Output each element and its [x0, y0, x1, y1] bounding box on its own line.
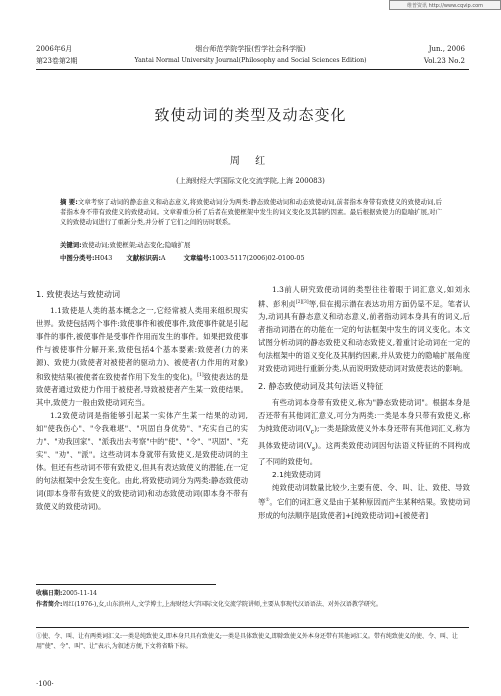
paragraph-1-3: 1.3前人研究致使动词的类型往往着眼于词汇意义,如刘永耕、彭利贞[2][3]等,但在揭示潜在表达功用方面仍显不足。笔者认为,动词具有静态意义和动态意义,前者指动词本身具有的词义,后者指动词潜在的功能在一定的句法框架中发生的词义变化。本文试图分析动词的静态致使义和动态致使义,着重讨论动词在一定的句法框架中的语义变化及其制约因素,并从致使力的隐喻扩展角度对致使动词进行重新分类,从而说明致使动词对致使表达的影响。 [258, 285, 470, 374]
received-date: 收稿日期:2005-11-14 [36, 590, 97, 597]
clc-label: 中图分类号: [60, 254, 95, 262]
citation-2-3[interactable]: [2][3] [295, 300, 309, 305]
header-rule [36, 69, 469, 70]
header-date: 2006年6月 [36, 45, 73, 53]
clc-value: H043 [94, 254, 113, 262]
article-title: 致使动词的类型及动态变化 [154, 106, 347, 124]
header-volume: 第23卷第2期 [36, 57, 78, 65]
keywords-text: 致使动词;致使框架;动态变化;隐喻扩展 [81, 241, 191, 249]
abstract-text: 文章考察了动词的静态意义和动态意义,将致使动词分为两类:静态致使动词和动态致使动词,前者指本身带有致使义的致使动词,后者指本身不带有致使义的致使动词。文章着重分析了后者在致使框架中发生的词义变化及其制约因素。最后根据致使力的隐喻扩展,对广义的致使动词进行了重新分类,并分析了它们之间的历时联系。 [60, 198, 443, 226]
abstract-label: 摘 要: [60, 198, 78, 206]
header-journal-en: Yantai Normal University Journal(Philosophy and Social Sciences Edition) [134, 57, 367, 64]
citation-1[interactable]: [1] [197, 373, 204, 378]
subsection-2-1-heading: 2.1纯致使动词 [272, 470, 321, 480]
header-date-en: Jun., 2006 [428, 45, 465, 53]
section-2-heading: 2. 静态致使动词及其句法语义特征 [258, 381, 384, 392]
author-bio: 作者简介:周红(1976-),女,山东滨州人,文学博士,上海财经大学国际文化交流学院讲师,主要从事现代汉语语法、对外汉语教学研究。 [36, 601, 382, 608]
doc-code-label: 文献标识码: [126, 254, 161, 262]
header-journal-cn: 烟台师范学院学报(哲学社会科学版) [195, 45, 306, 53]
watermark: 维普资讯 http://www.cqvip.com [389, 0, 501, 10]
keywords-label: 关键词: [60, 241, 82, 249]
footnote-rule [36, 584, 216, 585]
footnote-marker-1[interactable]: ① [265, 498, 270, 504]
body-right-column [258, 283, 470, 522]
body-left-column [36, 286, 248, 513]
abstract [60, 197, 442, 227]
author-affiliation: (上海财经大学国际文化交流学院,上海 200083) [176, 177, 325, 185]
article-author: 周 红 [229, 156, 272, 167]
doc-code-value: A [160, 254, 166, 262]
keywords [60, 240, 190, 250]
paragraph-1-2: 1.2致使动词是指能够引起某一实体产生某一结果的动词,如"使我伤心"、"令我难堪"、"巩固自身优势"、"充实自己的实力"、"劝我回家"、"派我出去考察"中的"使"、"令"、"巩固"、"充实"、"劝"、"派"。这些动词本身就带有致使义,是致使动词的主体。但还有些动词不带有致使义,但具有表达致使义的潜能,在一定的句法框架中会发生变化。由此,将致使动词分为两类:静态致使动词(即本身带有致使义的致使动词)和动态致使动词(即本身不带有致使义的致使动词)。 [36, 411, 248, 512]
section-1-heading: 1. 致使表达与致使动词 [36, 289, 121, 299]
page-number: ·100· [36, 680, 54, 688]
header-volume-en: Vol.23 No.2 [423, 57, 465, 65]
classification-line [60, 253, 305, 263]
note-rule [36, 627, 469, 628]
paragraph-2: 有些动词本身带有致使义,称为"静态致使动词"。根据本身是否还带有其他词汇意义,可分为两类:一类是本身只带有致使义,称为纯致使动词$(V_c)$;一类是除致使义外本身还带有其他词汇义,称为具体致使动词$(V_s)$。这两类致使动词因句法语义特征的不同构成了不同的致使句。 [258, 398, 470, 467]
paragraph-1-1: 1.1致使是人类的基本概念之一,它经常被人类用来组织现实世界。致使包括两个事件:致使事件和被使事件,致使事件就是引起事件的事件,被使事件是受事件作用而发生的事件。如果把致使事件与被使事件分解开来,致使包括4个基本要素:致使者(力的来源)、致使力(致使者对被使者的驱动力)、被使者(力作用的对象)和致使结果(被使者在致使者作用下发生的变化)。[1]致使表达的是致使者通过致使力作用于被使者,导致被使者产生某一致使结果。其中,致使力一般由致使动词充当。 [36, 306, 248, 408]
footnote-1: ①使、令、叫、让有两类词汇义:一类是纯致使义,即本身只具有致使义;一类是具体致使义,即除致使义外本身还带有其他词汇义。带有纯致使义的使、令、叫、让用"使"、令"、叫"、让"表示,为叙述方便,下文将省略下标。 [36, 633, 458, 650]
article-number-value: 1003-5117(2006)02-0100-05 [211, 254, 305, 262]
paragraph-2-1: 纯致使动词数量比较少,主要有使、令、叫、让、致使、导致等①。它们的词汇意义是由于某种原因而产生某种结果。致使动词形成的句法顺序是[致使者]+[纯致使动词]+[被使者] [258, 483, 470, 520]
article-number-label: 文章编号: [183, 254, 212, 262]
